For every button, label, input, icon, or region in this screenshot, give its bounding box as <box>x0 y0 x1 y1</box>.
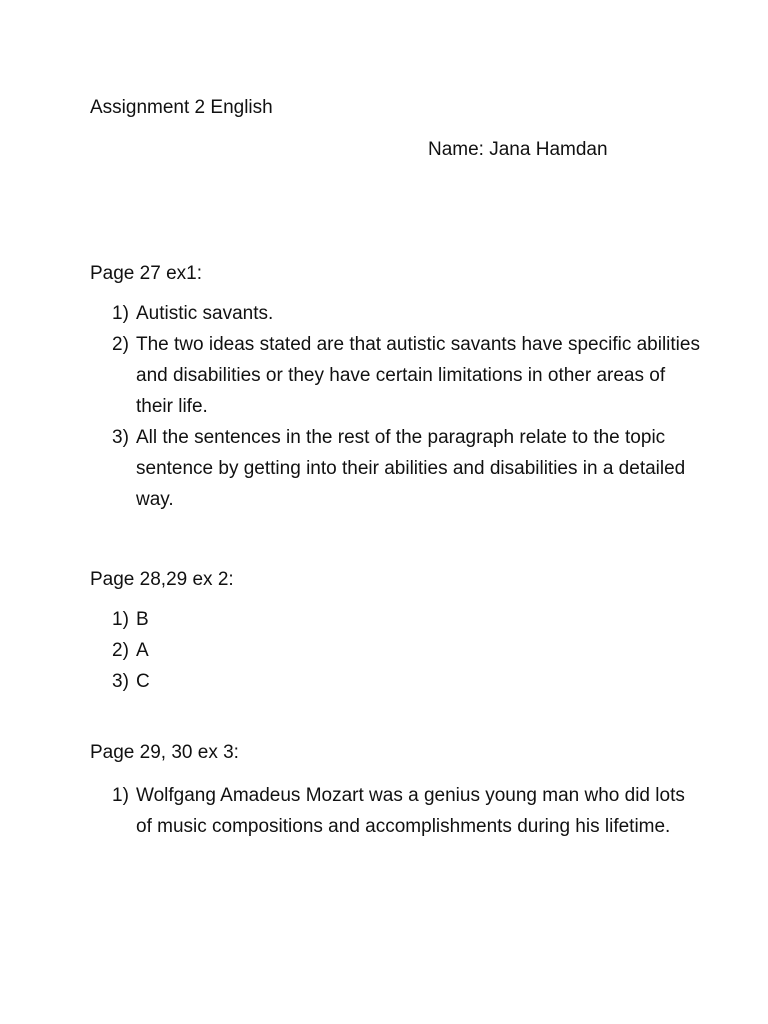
list-item <box>112 666 702 697</box>
list-item <box>112 635 702 666</box>
item-number: 3) <box>112 427 129 448</box>
item-number: 2) <box>112 334 129 355</box>
student-name: Name: Jana Hamdan <box>428 139 608 160</box>
answer-list-ex2 <box>112 604 702 697</box>
section-heading-ex1: Page 27 ex1: <box>90 263 202 284</box>
item-text: Wolfgang Amadeus Mozart was a genius young man who did lots of music compositions and accomplishments during his lifetime. <box>136 785 685 837</box>
item-text: B <box>136 609 149 630</box>
item-number: 1) <box>112 303 129 324</box>
item-text: All the sentences in the rest of the paragraph relate to the topic sentence by getting into their abilities and disabilities in a detailed way. <box>136 427 686 510</box>
list-item <box>112 604 702 635</box>
list-item <box>112 780 702 842</box>
document-title: Assignment 2 English <box>90 97 273 118</box>
item-number: 2) <box>112 640 129 661</box>
answer-list-ex3 <box>112 780 702 842</box>
answer-list-ex1 <box>112 298 702 515</box>
list-item <box>112 422 702 515</box>
item-number: 3) <box>112 671 129 692</box>
item-text: C <box>136 671 150 692</box>
item-text: A <box>136 640 149 661</box>
section-heading-ex2: Page 28,29 ex 2: <box>90 569 234 590</box>
item-text: The two ideas stated are that autistic savants have specific abilities and disabilities or they have certain limitations in other areas of their life. <box>136 334 700 417</box>
item-number: 1) <box>112 609 129 630</box>
section-heading-ex3: Page 29, 30 ex 3: <box>90 742 239 763</box>
list-item <box>112 329 702 422</box>
item-number: 1) <box>112 785 129 806</box>
list-item <box>112 298 702 329</box>
item-text: Autistic savants. <box>136 303 274 324</box>
